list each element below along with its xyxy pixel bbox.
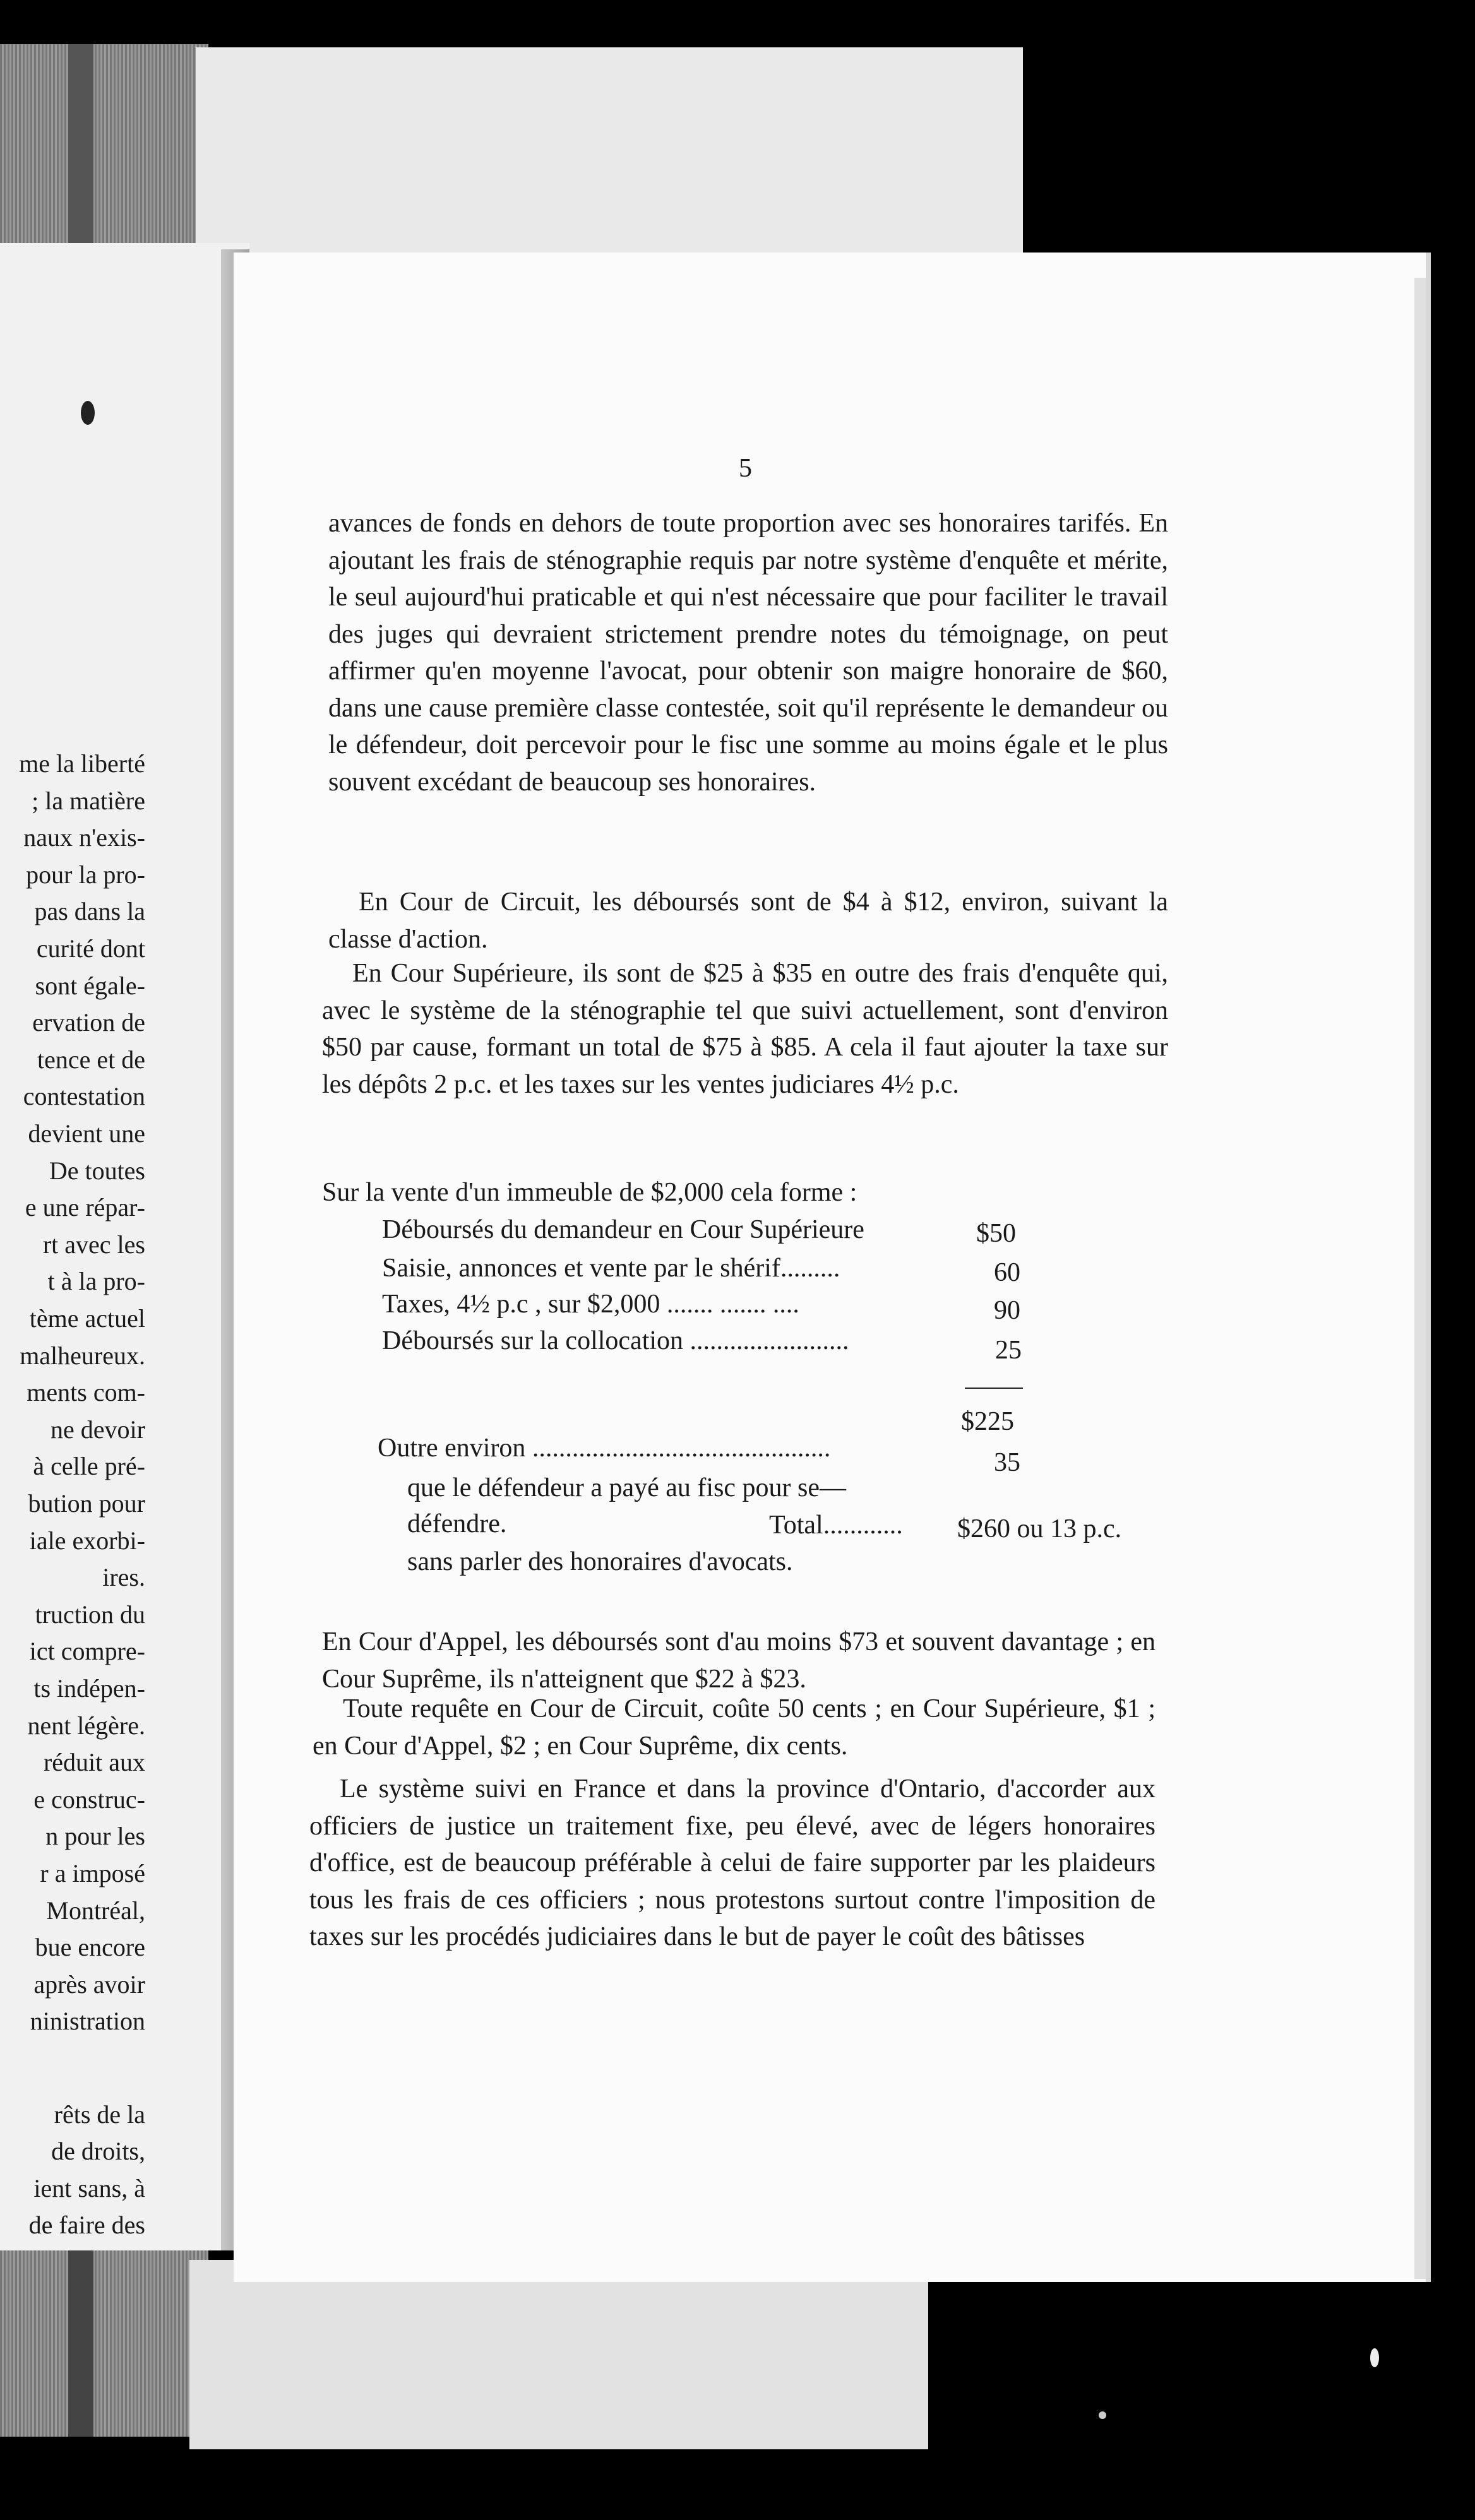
paragraph-requests: Toute requête en Cour de Circuit, coûte 50 cents ; en Cour Supérieure, $1 ; en Cour d'Appel, $2 ; en Cour Suprême, dix cents. <box>313 1694 1156 1761</box>
item-label: Déboursés sur la collocation ........................ <box>382 1326 849 1355</box>
left-page-line: bue encore <box>35 1933 145 1962</box>
left-page-line: ervation de <box>32 1008 145 1037</box>
left-page-line: De toutes <box>49 1156 145 1185</box>
item-label: Taxes, 4½ p.c , sur $2,000 ....... ....... .... <box>382 1290 799 1319</box>
outre-label: Outre environ ............................................. <box>378 1434 831 1463</box>
paragraph-france-ontario: Le système suivi en France et dans la province d'Ontario, d'accorder aux officiers de justice un traitement fixe, peu élevé, avec de légers honoraires d'office, est de beaucoup préférable à celui de faire supporter par les plaideurs tous les frais de ces officiers ; nous protestons surtout contre l'imposition de taxes sur les procédés judiciaires dans le but de payer le coût des bâtisses <box>309 1774 1156 1951</box>
left-page <box>0 243 249 2250</box>
left-page-line: malheureux. <box>20 1341 145 1370</box>
left-page-line: r a imposé <box>40 1859 145 1887</box>
left-page-line: tème actuel <box>29 1304 145 1333</box>
left-page-line: ninistration <box>30 2007 145 2036</box>
page-number: 5 <box>739 454 752 483</box>
left-page-line: truction du <box>35 1600 145 1629</box>
left-page-line: ient sans, à <box>33 2173 145 2202</box>
left-page-line: réduit aux <box>43 1748 145 1777</box>
total-amount: $260 ou 13 p.c. <box>957 1514 1122 1543</box>
left-page-line: de faire des <box>28 2211 145 2240</box>
left-page-line: ict compre- <box>29 1637 145 1666</box>
left-page-line: ires. <box>102 1563 145 1592</box>
underlying-sheet-bottom <box>189 2260 928 2449</box>
subtotal-rule <box>965 1388 1023 1389</box>
item-label: Saisie, annonces et vente par le shérif......... <box>382 1254 840 1283</box>
left-page-line: rt avec les <box>42 1230 145 1259</box>
left-page-line: tence et de <box>37 1045 145 1074</box>
item-amount: 90 <box>994 1296 1020 1325</box>
left-page-line: curité dont <box>36 934 145 963</box>
outre-amount: 35 <box>994 1448 1020 1477</box>
left-page-line: me la liberté <box>19 749 145 778</box>
book-spine-strip-top <box>68 44 93 265</box>
left-page-line: sont égale- <box>35 971 145 1000</box>
paragraph-circuit-court: En Cour de Circuit, les déboursés sont de $4 à $12, environ, suivant la classe d'action. <box>328 888 1168 954</box>
speck <box>1099 2411 1106 2419</box>
left-page-line: iale exorbi- <box>29 1526 145 1555</box>
left-page-line: devient une <box>28 1119 145 1148</box>
book-spine-strip-bottom <box>68 2247 93 2437</box>
book-cover-top <box>0 44 208 265</box>
left-page-line: Montréal, <box>46 1896 145 1925</box>
item-amount: 25 <box>995 1336 1022 1365</box>
left-page-line: naux n'exis- <box>23 823 145 852</box>
defendant-line: que le défendeur a payé au fisc pour se— <box>407 1473 847 1502</box>
item-amount: 60 <box>994 1258 1020 1287</box>
left-page-line: à celle pré- <box>33 1452 145 1481</box>
left-page-line: rêts de la <box>54 2100 145 2129</box>
left-page-line: pour la pro- <box>26 860 145 889</box>
left-page-line: de droits, <box>51 2137 145 2166</box>
left-page-line: pas dans la <box>34 897 145 926</box>
left-page-line: ts indépen- <box>33 1674 145 1703</box>
underlying-sheet-top <box>196 47 1023 265</box>
page-edge <box>1414 278 1426 2279</box>
item-amount: $50 <box>976 1219 1016 1248</box>
paragraph-appeal-court: En Cour d'Appel, les déboursés sont d'au moins $73 et souvent davantage ; en Cour Suprême, ils n'atteignent que $22 à $23. <box>322 1627 1156 1694</box>
left-page-line: bution pour <box>28 1489 145 1518</box>
left-page-line: t à la pro- <box>47 1267 145 1296</box>
book-cover-bottom <box>0 2247 208 2437</box>
left-page-line: e construc- <box>33 1785 145 1814</box>
left-page-line: ments com- <box>27 1378 145 1407</box>
left-page-line: e une répar- <box>25 1193 145 1222</box>
left-page-line: après avoir <box>33 1970 145 1999</box>
defendant-line: défendre. <box>407 1509 507 1538</box>
left-page-line: nent légère. <box>27 1711 145 1740</box>
paragraph-fees: avances de fonds en dehors de toute proportion avec ses honoraires tarifés. En ajoutant les frais de sténographie requis par notre système d'enquête et mérite, le seul aujourd'hui praticable et qui n'est nécessaire que pour faciliter le travail des juges qui devraient strictement prendre notes du témoignage, on peut affirmer qu'en moyenne l'avocat, pour obtenir son maigre honoraire de $60, dans une cause première classe contestée, soit qu'il représente le demandeur ou le défendeur, doit percevoir pour le fisc une somme au moins égale et le plus souvent excédant de beaucoup ses honoraires. <box>328 509 1168 797</box>
subtotal-amount: $225 <box>961 1407 1014 1436</box>
left-page-line: n pour les <box>45 1822 145 1851</box>
sale-intro: Sur la vente d'un immeuble de $2,000 cela forme : <box>322 1178 857 1207</box>
speck <box>1370 2348 1379 2367</box>
paragraph-superior-court: En Cour Supérieure, ils sont de $25 à $35 en outre des frais d'enquête qui, avec le système de la sténographie tel que suivi actuellement, sont d'environ $50 par cause, formant un total de $75 à $85. A cela il faut ajouter la taxe sur les dépôts 2 p.c. et les taxes sur les ventes judiciares 4½ p.c. <box>322 959 1168 1099</box>
left-page-line: contestation <box>23 1082 145 1111</box>
left-page-line: ; la matière <box>32 786 145 815</box>
left-page-line: ne devoir <box>51 1415 145 1444</box>
item-label: Déboursés du demandeur en Cour Supérieure <box>382 1215 864 1244</box>
bullet-mark <box>81 401 95 425</box>
total-label: Total............ <box>769 1511 903 1540</box>
without-fees-note: sans parler des honoraires d'avocats. <box>407 1547 793 1576</box>
